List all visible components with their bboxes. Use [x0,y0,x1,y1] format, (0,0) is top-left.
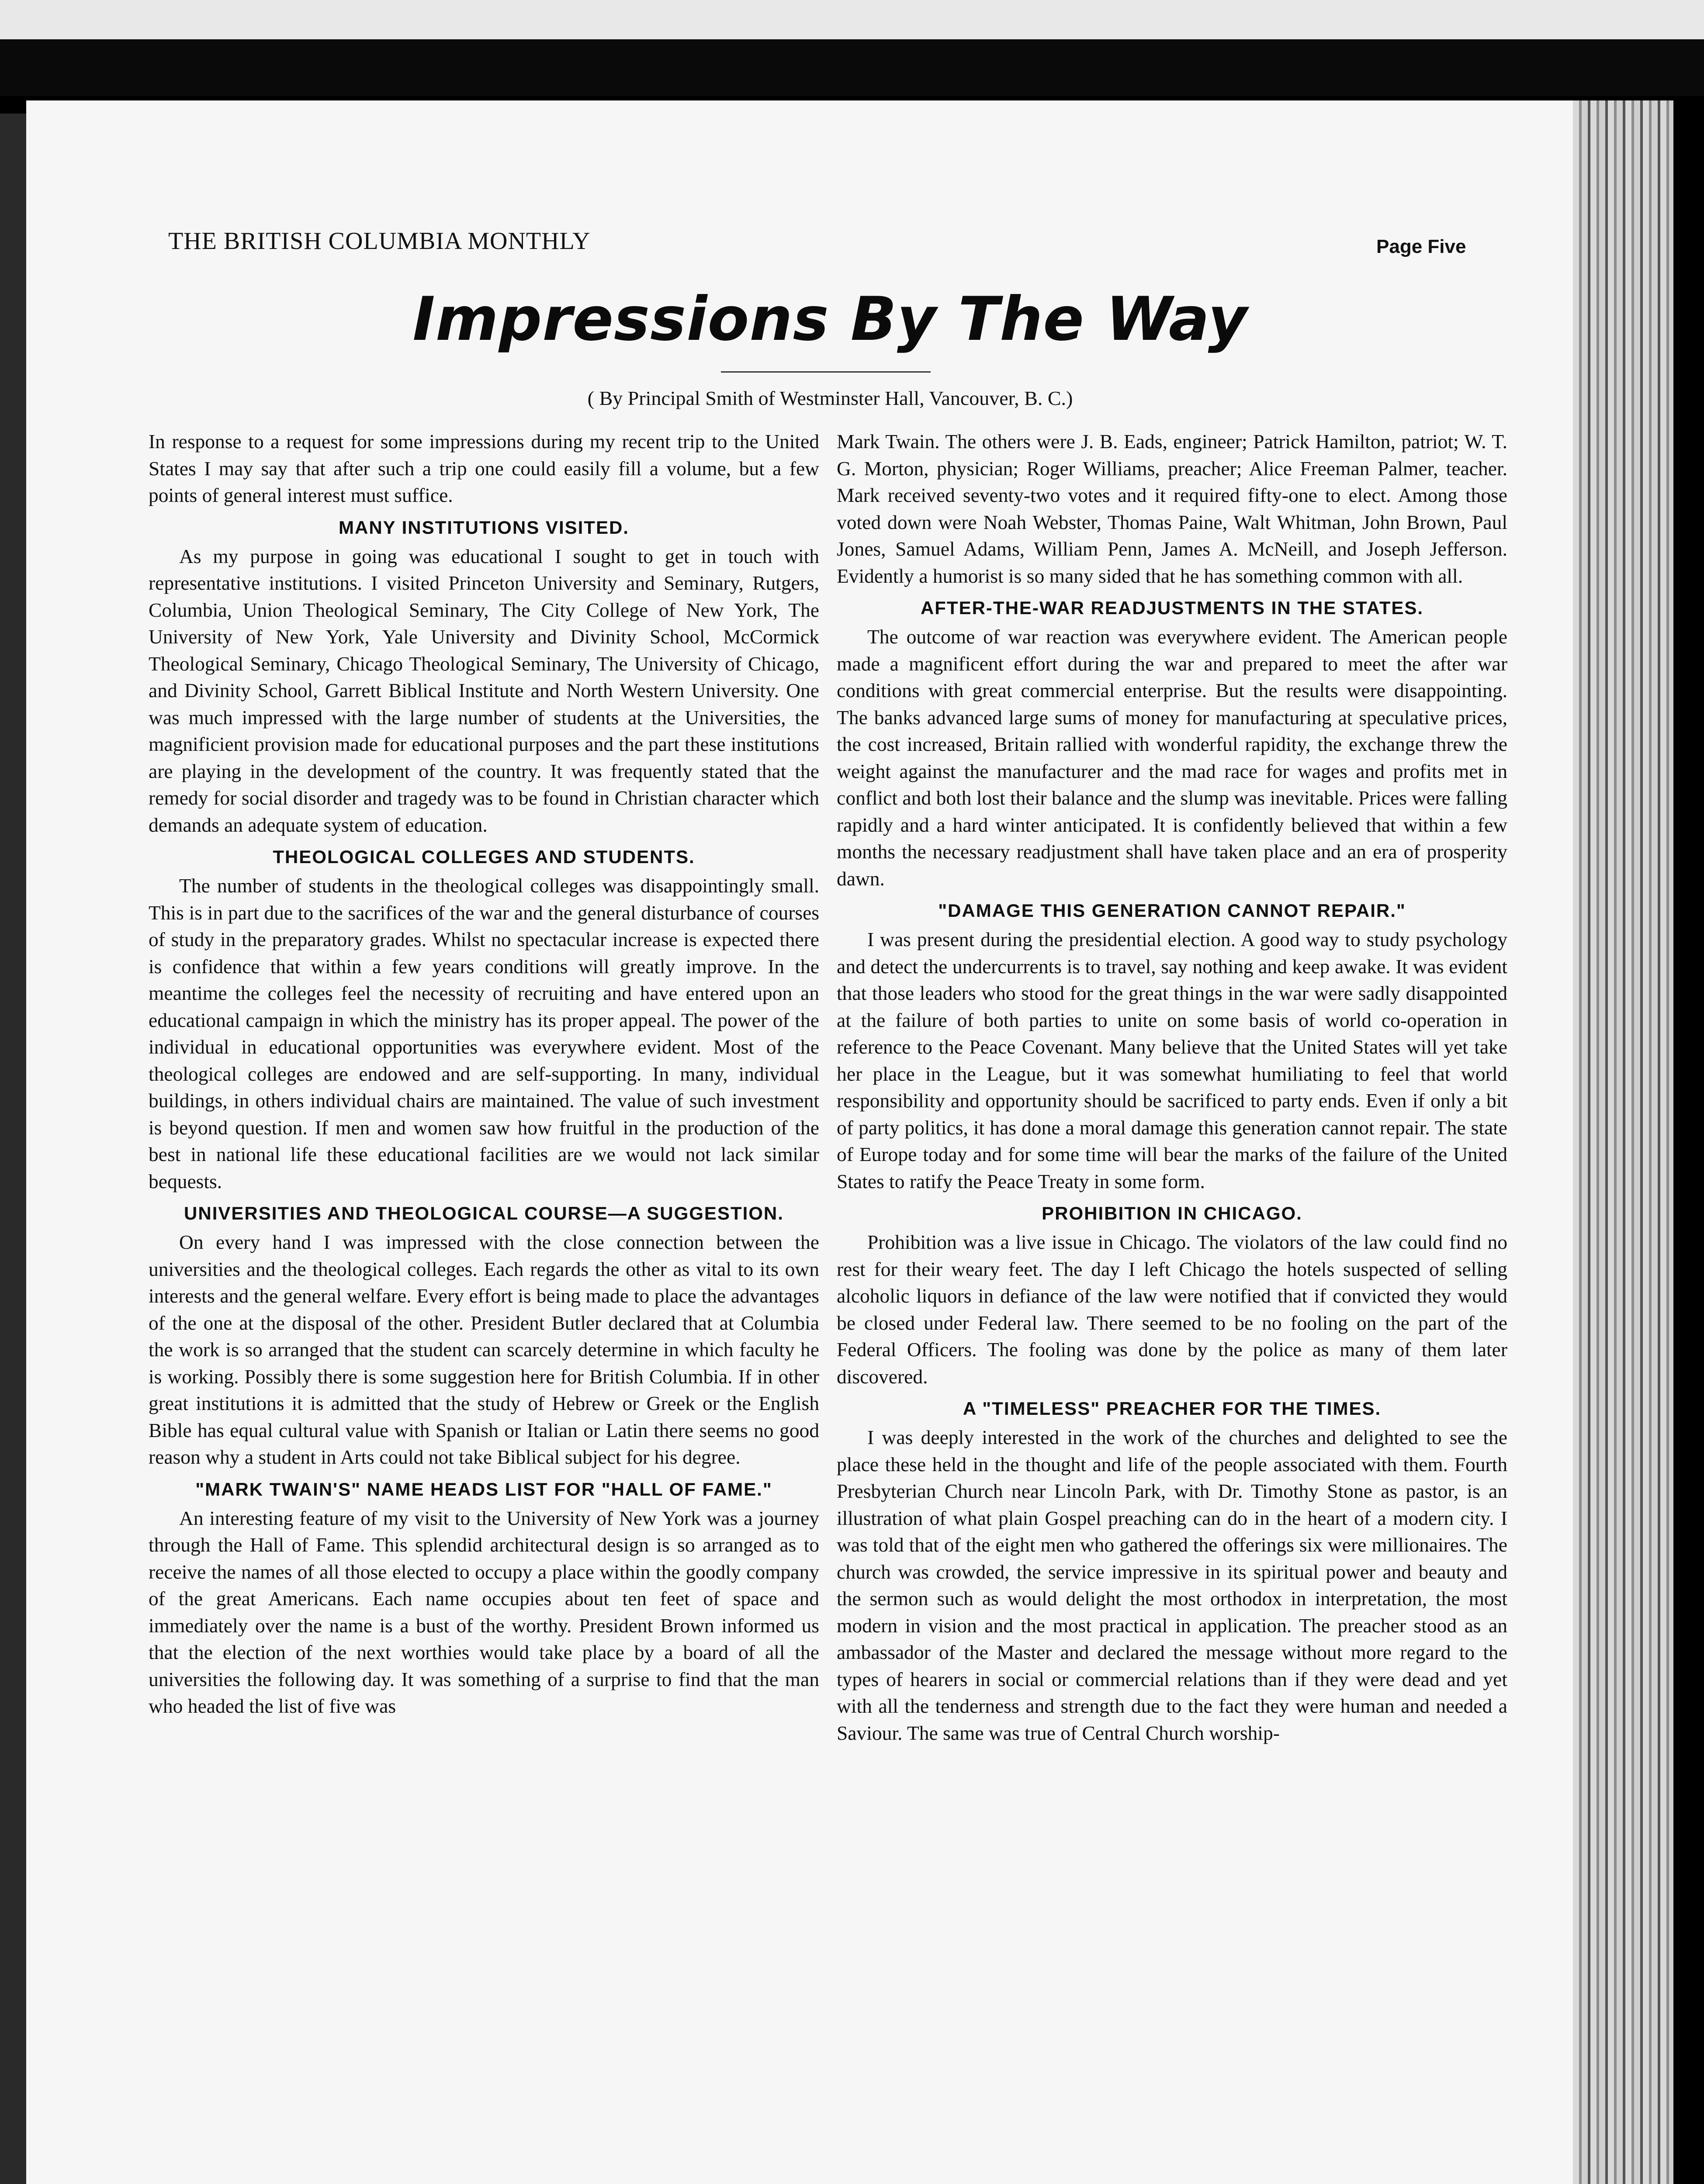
book-page-edges [1573,100,1673,2184]
section-heading: "MARK TWAIN'S" NAME HEADS LIST FOR "HALL OF FAME." [195,1479,772,1500]
left-column [149,428,819,1720]
right-column [837,428,1507,1746]
scan-dark-band [0,39,1704,96]
paragraph: I was deeply interested in the work of the churches and delighted to see the place these held in the thought and life of the people associated with them. Fourth Presbyterian Church near Lincoln Park, with Dr. Timothy Stone as pastor, is an illustration of what plain Gospel preaching can do in the heart of a modern city. I was told that of the eight men who gathered the offerings six were millionaires. The church was crowded, the service impressive in its spiritual power and beauty and the sermon such as would delight the most orthodox in interpretation, the most modern in vision and the most practical in application. The preacher stood as an ambassador of the Master and declared the message without more regard to the types of hearers in social or commercial relations than if they were dead and yet with all the tenderness and strength due to the fact they were human and needed a Saviour. The same was true of Central Church worship- [837,1426,1507,1744]
paragraph: The outcome of war reaction was everywhere evident. The American people made a magnificent effort during the war and prepared to meet the after war conditions with great commercial enterprise. But the results were disappointing. The banks advanced large sums of money for manufacturing at speculative prices, the cost increased, Britain rallied with wonderful rapidity, the exchange threw the weight against the manufacturer and the mad race for wages and profits met in conflict and both lost their balance and the slump was inevitable. Prices were falling rapidly and a hard winter anticipated. It is confidently believed that within a few months the necessary readjustment shall have taken place and an era of prosperity dawn. [837,625,1507,890]
section-heading: PROHIBITION IN CHICAGO. [1042,1203,1302,1223]
paragraph: Mark Twain. The others were J. B. Eads, engineer; Patrick Hamilton, patriot; W. T. G. Morton, physician; Roger Williams, preacher; Alice Freeman Palmer, teacher. Mark received seventy-two votes and it required fifty-one to elect. Among those voted down were Noah Webster, Thomas Paine, Walt Whitman, John Brown, Paul Jones, Samuel Adams, William Penn, James A. McNeill, and Joseph Jefferson. Evidently a humorist is so many sided that he has something common with all. [837,430,1507,587]
article-title: Impressions By The Way [412,284,1248,354]
scan-left-edge [0,114,26,2184]
scan-top-margin [0,0,1704,39]
section-heading: UNIVERSITIES AND THEOLOGICAL COURSE—A SUGGESTION. [184,1203,784,1223]
section-heading: A "TIMELESS" PREACHER FOR THE TIMES. [963,1398,1382,1419]
section-heading: MANY INSTITUTIONS VISITED. [339,517,629,538]
paragraph: Prohibition was a live issue in Chicago. The violators of the law could find no rest for their weary feet. The day I left Chicago the hotels suspected of selling alcoholic liquors in defiance of the law were notified that if convicted they would be closed under Federal law. There seemed to be no fooling on the part of the Federal Officers. The fooling was done by the police as many of them later discovered. [837,1231,1507,1388]
paragraph: On every hand I was impressed with the close connection between the universities and the theological colleges. Each regards the other as vital to its own interests and the general welfare. Every effort is being made to place the advantages of the one at the disposal of the other. President Butler declared that at Columbia the work is so arranged that the student can scarcely determine in which faculty he is working. Possibly there is some suggestion here for British Columbia. If in other great institutions it is admitted that the study of Hebrew or Greek or the English Bible has equal cultural value with Spanish or Italian or Latin there seems no good reason why a student in Arts could not take Biblical subject for his degree. [149,1231,819,1468]
paragraph: I was present during the presidential election. A good way to study psychology and detect the undercurrents is to travel, say nothing and keep awake. It was evident that those leaders who stood for the great things in the war were sadly disappointed at the failure of both parties to unite on some basis of world co-operation in reference to the Peace Covenant. Many believe that the United States will yet take her place in the League, but it was somewhat humiliating to feel that world responsibility and opportunity should be sacrificed to party ends. Even if only a bit of party politics, it has done a moral damage this generation cannot repair. The state of Europe today and for some time will bear the marks of the failure of the United States to ratify the Peace Treaty in some form. [837,928,1507,1192]
paragraph: In response to a request for some impressions during my recent trip to the United States I may say that after such a trip one could easily fill a volume, but a few points of general interest must suffice. [149,430,819,506]
page-number: Page Five [1376,236,1466,257]
section-heading: "DAMAGE THIS GENERATION CANNOT REPAIR." [938,900,1406,921]
paragraph: As my purpose in going was educational I sought to get in touch with representative institutions. I visited Princeton University and Seminary, Rutgers, Columbia, Union Theological Seminary, The City College of New York, The University of New York, Yale University and Divinity School, McCormick Theological Seminary, Chicago Theological Seminary, The University of Chicago, and Divinity School, Garrett Biblical Institute and North Western University. One was much impressed with the large number of students at the Universities, the magnificient provision made for educational purposes and the part these institutions are playing in the development of the country. It was frequently stated that the remedy for social disorder and tragedy was to be found in Christian character which demands an adequate system of education. [149,545,819,836]
title-rule [721,371,931,373]
section-heading: AFTER-THE-WAR READJUSTMENTS IN THE STATES. [920,598,1424,618]
paragraph: The number of students in the theological colleges was disappointingly small. This is in part due to the sacrifices of the war and the general disturbance of courses of study in the preparatory grades. Whilst no spectacular increase is expected there is confidence that within a few years conditions will greatly improve. In the meantime the colleges feel the necessity of recruiting and have entered upon an educational campaign in which the ministry has its proper appeal. The power of the individual in educational opportunities was everywhere evident. Most of the theological colleges are endowed and are self-supporting. In many, individual buildings, in others individual chairs are maintained. The value of such investment is beyond question. If men and women saw how fruitful in the production of the best in national life these educational facilities are we would not lack similar bequests. [149,874,819,1192]
paragraph: An interesting feature of my visit to the University of New York was a journey through the Hall of Fame. This splendid architectural design is so arranged as to receive the names of all those elected to occupy a place within the goodly company of the great Americans. Each name occupies about ten feet of space and immediately over the name is a bust of the worthy. President Brown informed us that the election of the next worthies would take place by a board of all the universities the following day. It was something of a surprise to find that the man who headed the list of five was [149,1507,819,1717]
publication-header: THE BRITISH COLUMBIA MONTHLY [168,228,591,255]
article-byline: ( By Principal Smith of Westminster Hall, Vancouver, B. C.) [587,387,1073,409]
section-heading: THEOLOGICAL COLLEGES AND STUDENTS. [273,847,695,867]
